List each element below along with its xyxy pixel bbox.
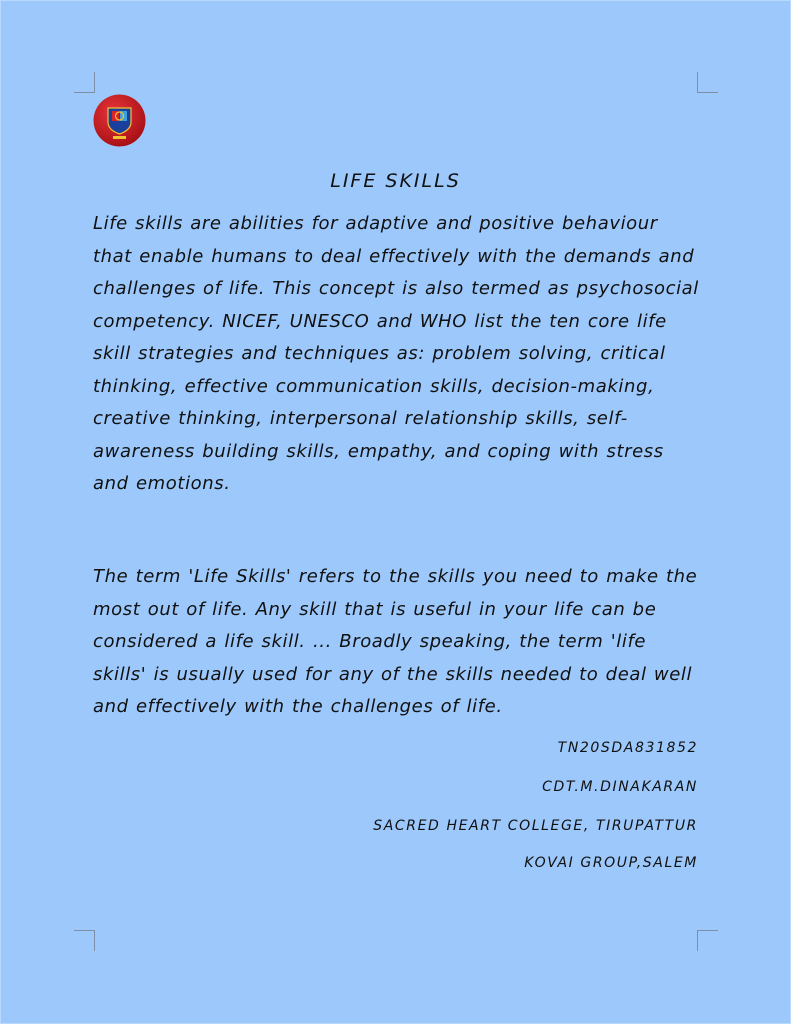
corner-mark-top-right: [697, 72, 718, 93]
signature-group: KOVAI GROUP,SALEM: [524, 855, 698, 871]
document-title: LIFE SKILLS: [330, 170, 461, 192]
signature-college: SACRED HEART COLLEGE, TIRUPATTUR: [373, 818, 698, 834]
corner-mark-top-left: [74, 72, 95, 93]
corner-mark-bottom-right: [697, 930, 718, 951]
corner-mark-bottom-left: [74, 930, 95, 951]
ncc-emblem-icon: [93, 94, 146, 147]
signature-id: TN20SDA831852: [557, 740, 698, 756]
paragraph-2: The term 'Life Skills' refers to the skills you need to make the most out of life. Any skill that is useful in your life can be considered a life skill. ... Broadly speaking, the term 'life skills' is usually used for any of the skills needed to deal well and effectively with the challenges of life.: [93, 566, 698, 717]
signature-name: CDT.M.DINAKARAN: [542, 779, 698, 795]
paragraph-1: Life skills are abilities for adaptive and positive behaviour that enable humans to deal effectively with the demands and challenges of life. This concept is also termed as psychosocial competency. NICEF, UNESCO and WHO list the ten core life skill strategies and techniques as: problem solving, critical thinking, effective communication skills, decision-making, creative thinking, interpersonal relationship skills, self- awareness building skills, empathy, and coping with stress and emotions.: [93, 213, 699, 494]
